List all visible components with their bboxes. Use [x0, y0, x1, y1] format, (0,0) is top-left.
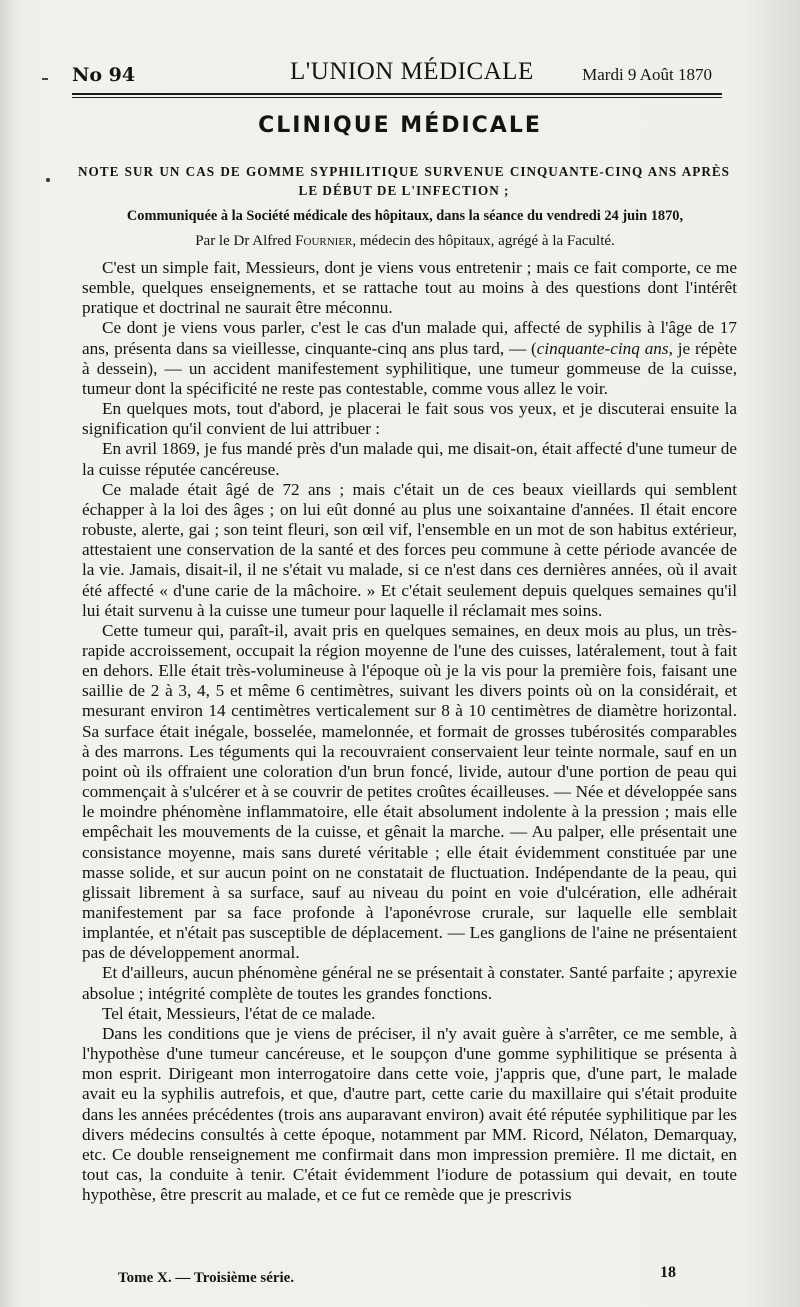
- author-name: Fournier: [295, 233, 353, 249]
- paragraph: En quelques mots, tout d'abord, je placerai le fait sous vos yeux, et je discuterai ensuite la signification qu'il convient de lui attribuer :: [82, 399, 737, 439]
- paragraph-text: Ce dont je viens vous parler, c'est le cas d'un malade qui, affecté de syphilis à l'âge de 17 ans, présenta dans sa vieillesse, cinquante-cinq ans plus tard, — (: [82, 318, 737, 358]
- header-rule-thin: [72, 97, 722, 98]
- paragraph: Tel était, Messieurs, l'état de ce malade.: [102, 1003, 376, 1023]
- signature-mark: 18: [660, 1264, 676, 1281]
- margin-mark: [46, 178, 50, 182]
- article-body: [82, 258, 737, 1205]
- article-title: NOTE SUR UN CAS DE GOMME SYPHILITIQUE SURVENUE CINQUANTE-CINQ ANS APRÈS LE DÉBUT DE L'INFECTION ;: [78, 164, 730, 198]
- paragraph: Et d'ailleurs, aucun phénomène général ne se présentait à constater. Santé parfaite ; apyrexie absolue ; intégrité complète de toutes les grandes fonctions.: [82, 963, 737, 1003]
- author-prefix: Par le Dr Alfred: [195, 233, 292, 249]
- paragraph: Dans les conditions que je viens de préciser, il n'y avait guère à s'arrêter, ce me semble, à l'hypothèse d'une tumeur cancéreuse, et le soupçon d'une gomme syphilitique se présenta à mon esprit. Dirigeant mon interrogatoire dans cette voie, j'appris que, d'une part, le malade avait eu la syphilis autrefois, et que, d'autre part, cette carie du maxillaire qui s'était produite dans les années précédentes (trois ans auparavant environ) avait été réputée syphilitique par les divers médecins consultés à cette époque, notamment par MM. Ricord, Nélaton, Demarquay, etc. Ce double renseignement me confirmait dans mon impression première. Il me dictait, en tout cas, la conduite à tenir. C'était évidemment l'iodure de potassium qui devait, en toute hypothèse, être prescrit au malade, et ce fut ce remède que je prescrivis: [82, 1023, 737, 1205]
- communication-line: Communiquée à la Société médicale des hôpitaux, dans la séance du vendredi 24 juin 1870,: [126, 208, 684, 224]
- journal-title: L'UNION MÉDICALE: [290, 58, 534, 85]
- issue-date: Mardi 9 Août 1870: [582, 65, 712, 84]
- margin-mark: [42, 78, 48, 80]
- paragraph: Ce malade était âgé de 72 ans ; mais c'était un de ces beaux vieillards qui semblent échapper à la loi des âges ; on lui eût donné au plus une soixantaine d'années. Il était encore robuste, alerte, gai ; son teint fleuri, son œil vif, l'ensemble en un mot de son habitus extérieur, attestaient une conservation de la santé et des forces peu commune à cette période avancée de la vie. Jamais, disait-il, il ne s'était vu malade, si ce n'est dans ces dernières années, où il avait été affecté « d'une carie de la mâchoire. » Et c'était seulement depuis quelques semaines qu'il lui était survenu à la cuisse une tumeur pour laquelle il réclamait mes soins.: [82, 479, 737, 620]
- paragraph: Cette tumeur qui, paraît-il, avait pris en quelques semaines, en deux mois au plus, un très-rapide accroissement, occupait la région moyenne de l'une des cuisses, latéralement, tout à fait en dehors. Elle était très-volumineuse à l'époque où je la vis pour la première fois, faisant une saillie de 2 à 3, 4, 5 et même 6 centimètres, suivant les divers points où on la considérait, et mesurant environ 14 centimètres verticalement sur 8 à 10 centimètres de diamètre horizontal. Sa surface était inégale, bosselée, mamelonnée, et formait de grosses tubérosités comparables à des marrons. Les téguments qui la recouvraient conservaient leur teinte normale, sauf en un point où ils offraient une coloration d'un brun foncé, livide, autour d'une portion de peau qui commençait à s'ulcérer et à se couvrir de petites croûtes écailleuses. — Née et développée sans le moindre phénomène inflammatoire, elle était absolument indolente à la pression ; mais elle empêchait les mouvements de la cuisse, et gênait la marche. — Au palper, elle présentait une consistance moyenne, mais sans dureté véritable ; elle était évidemment constituée par une masse solide, et sur aucun point on ne constatait de fluctuation. Indépendante de la peau, qui glissait librement à sa surface, sauf au niveau du point en voie d'ulcération, elle adhérait manifestement par sa face profonde à l'aponévrose crurale, sur laquelle elle semblait implantée, et n'était pas susceptible de déplacement. — Les ganglions de l'aine ne présentaient pas de développement anormal.: [82, 620, 737, 963]
- tome-footer: Tome X. — Troisième série.: [118, 1270, 295, 1286]
- author-suffix: , médecin des hôpitaux, agrégé à la Faculté.: [352, 233, 615, 249]
- issue-number: No 94: [72, 64, 136, 86]
- section-title: CLINIQUE MÉDICALE: [258, 113, 542, 138]
- paragraph: En avril 1869, je fus mandé près d'un malade qui, me disait-on, était affecté d'une tumeur de la cuisse réputée cancéreuse.: [82, 439, 737, 479]
- running-header: [72, 56, 722, 92]
- paragraph: C'est un simple fait, Messieurs, dont je viens vous entretenir ; mais ce fait comporte, ce me semble, quelques enseignements, et se rattache tout au moins à des questions dont l'intérêt pratique et doctrinal ne saurait être méconnu.: [82, 258, 737, 318]
- emphasis-text: cinquante-cinq ans: [536, 338, 669, 358]
- paragraph-text: , je répète à dessein), — un accident manifestement syphilitique, une tumeur gommeuse de la cuisse, tumeur dont la spécificité ne reste pas contestable, comme vous allez le voir.: [82, 338, 737, 398]
- author-line: [60, 230, 750, 252]
- paragraph: [82, 318, 737, 399]
- header-rule: [72, 93, 722, 95]
